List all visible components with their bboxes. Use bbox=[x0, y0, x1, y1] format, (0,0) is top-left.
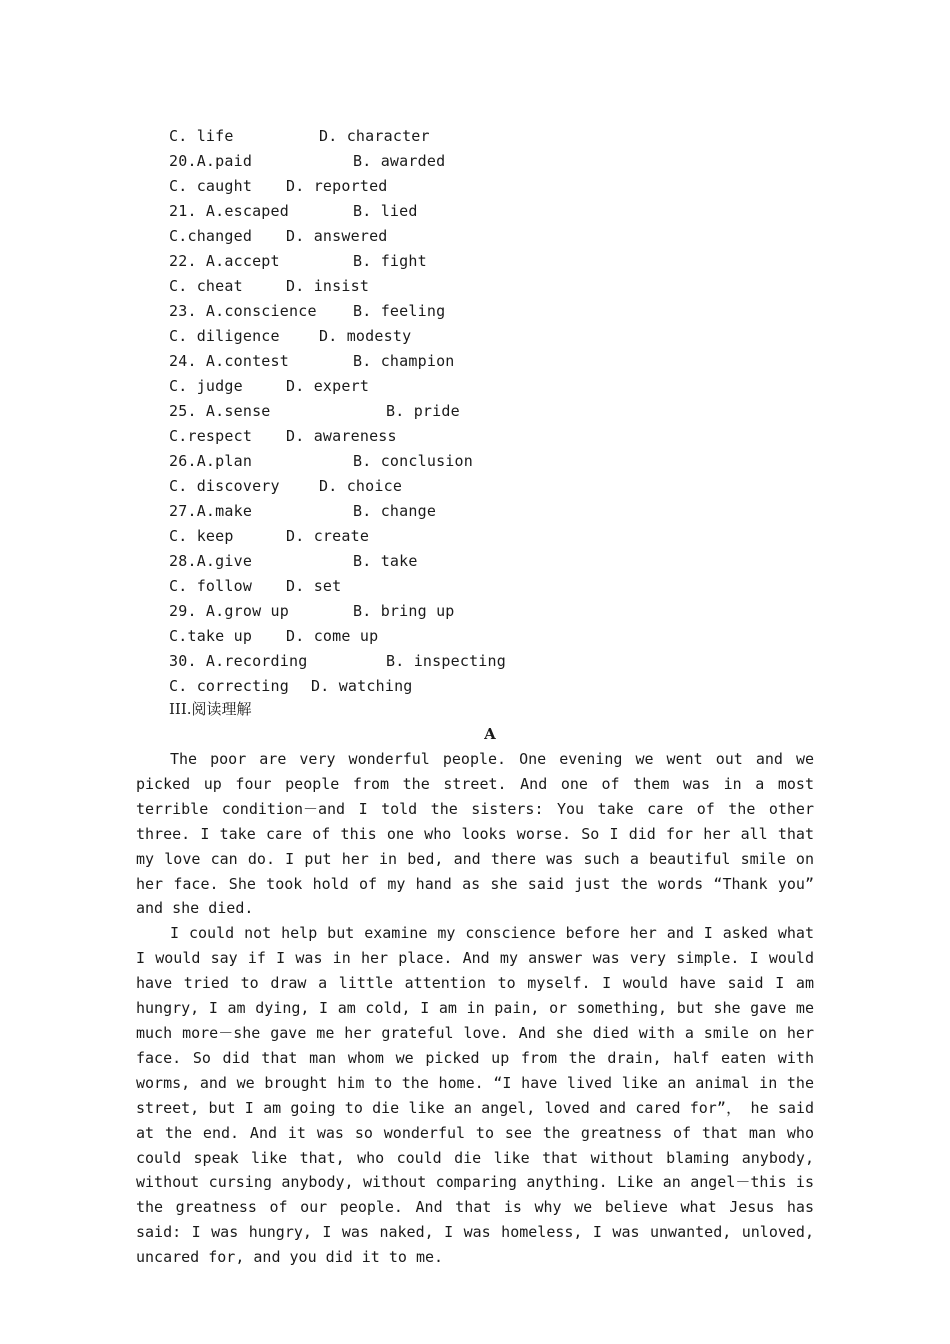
option-left: C. life bbox=[169, 127, 234, 145]
option-left: C. keep bbox=[169, 527, 234, 545]
option-left: C. diligence bbox=[169, 327, 280, 345]
passage-paragraph: The poor are very wonderful people. One evening we went out and we picked up four people from the street. And one of them was in a most terrible condition－and I told the sisters: You take care of the other three. I take care of this one who looks worse. So I did for her all that my love can do. I put her in bed, and there was such a beautiful smile on her face. She took hold of my hand as she said just the words “Thank you” and she died. bbox=[136, 750, 814, 918]
option-right: B. champion bbox=[353, 352, 455, 370]
option-left: C. discovery bbox=[169, 477, 280, 495]
option-right: B. feeling bbox=[353, 302, 446, 320]
passage-title: A bbox=[484, 725, 496, 743]
option-right: B. bring up bbox=[353, 602, 455, 620]
option-right: D. create bbox=[286, 527, 370, 545]
option-left: 29. A.grow up bbox=[169, 602, 289, 620]
option-left: 28.A.give bbox=[169, 552, 253, 570]
option-left: 26.A.plan bbox=[169, 452, 253, 470]
reading-passage bbox=[136, 747, 814, 1270]
option-right: B. conclusion bbox=[353, 452, 473, 470]
option-right: D. modesty bbox=[319, 327, 412, 345]
option-right: D. choice bbox=[319, 477, 403, 495]
option-right: D. watching bbox=[311, 677, 413, 695]
option-right: B. pride bbox=[386, 402, 460, 420]
option-left: 22. A.accept bbox=[169, 252, 280, 270]
option-left: C. follow bbox=[169, 577, 253, 595]
option-left: C. caught bbox=[169, 177, 253, 195]
option-right: D. reported bbox=[286, 177, 388, 195]
option-right: D. character bbox=[319, 127, 430, 145]
option-right: D. insist bbox=[286, 277, 370, 295]
option-right: B. inspecting bbox=[386, 652, 506, 670]
option-right: B. lied bbox=[353, 202, 418, 220]
option-left: 30. A.recording bbox=[169, 652, 308, 670]
option-right: D. expert bbox=[286, 377, 370, 395]
option-left: 25. A.sense bbox=[169, 402, 271, 420]
option-right: B. take bbox=[353, 552, 418, 570]
option-left: C.respect bbox=[169, 427, 253, 445]
option-right: D. come up bbox=[286, 627, 379, 645]
section-heading: III.阅读理解 bbox=[169, 700, 252, 718]
option-left: C.take up bbox=[169, 627, 253, 645]
option-left: 20.A.paid bbox=[169, 152, 253, 170]
option-left: 23. A.conscience bbox=[169, 302, 317, 320]
option-right: D. answered bbox=[286, 227, 388, 245]
option-right: D. set bbox=[286, 577, 342, 595]
option-left: 24. A.contest bbox=[169, 352, 289, 370]
option-right: B. awarded bbox=[353, 152, 446, 170]
option-left: C. cheat bbox=[169, 277, 243, 295]
option-left: C. correcting bbox=[169, 677, 289, 695]
option-right: D. awareness bbox=[286, 427, 397, 445]
option-right: B. change bbox=[353, 502, 437, 520]
option-right: B. fight bbox=[353, 252, 427, 270]
option-left: C.changed bbox=[169, 227, 253, 245]
option-left: C. judge bbox=[169, 377, 243, 395]
option-left: 27.A.make bbox=[169, 502, 253, 520]
option-left: 21. A.escaped bbox=[169, 202, 289, 220]
passage-paragraph: I could not help but examine my conscience before her and I asked what I would say if I was in her place. And my answer was very simple. I would have tried to draw a little attention to myself. I would have said I am hungry, I am dying, I am cold, I am in pain, or something, but she gave me much more－she gave me her grateful love. And she died with a smile on her face. So did that man whom we picked up from the drain, half eaten with worms, and we brought him to the home. “I have lived like an animal in the street, but I am going to die like an angel, loved and cared for”， he said at the end. And it was so wonderful to see the greatness of that man who could speak like that, who could die like that without blaming anybody, without cursing anybody, without comparing anything. Like an angel－this is the greatness of our people. And that is why we believe what Jesus has said: I was hungry, I was naked, I was homeless, I was unwanted, unloved, uncared for, and you did it to me. bbox=[136, 924, 814, 1267]
